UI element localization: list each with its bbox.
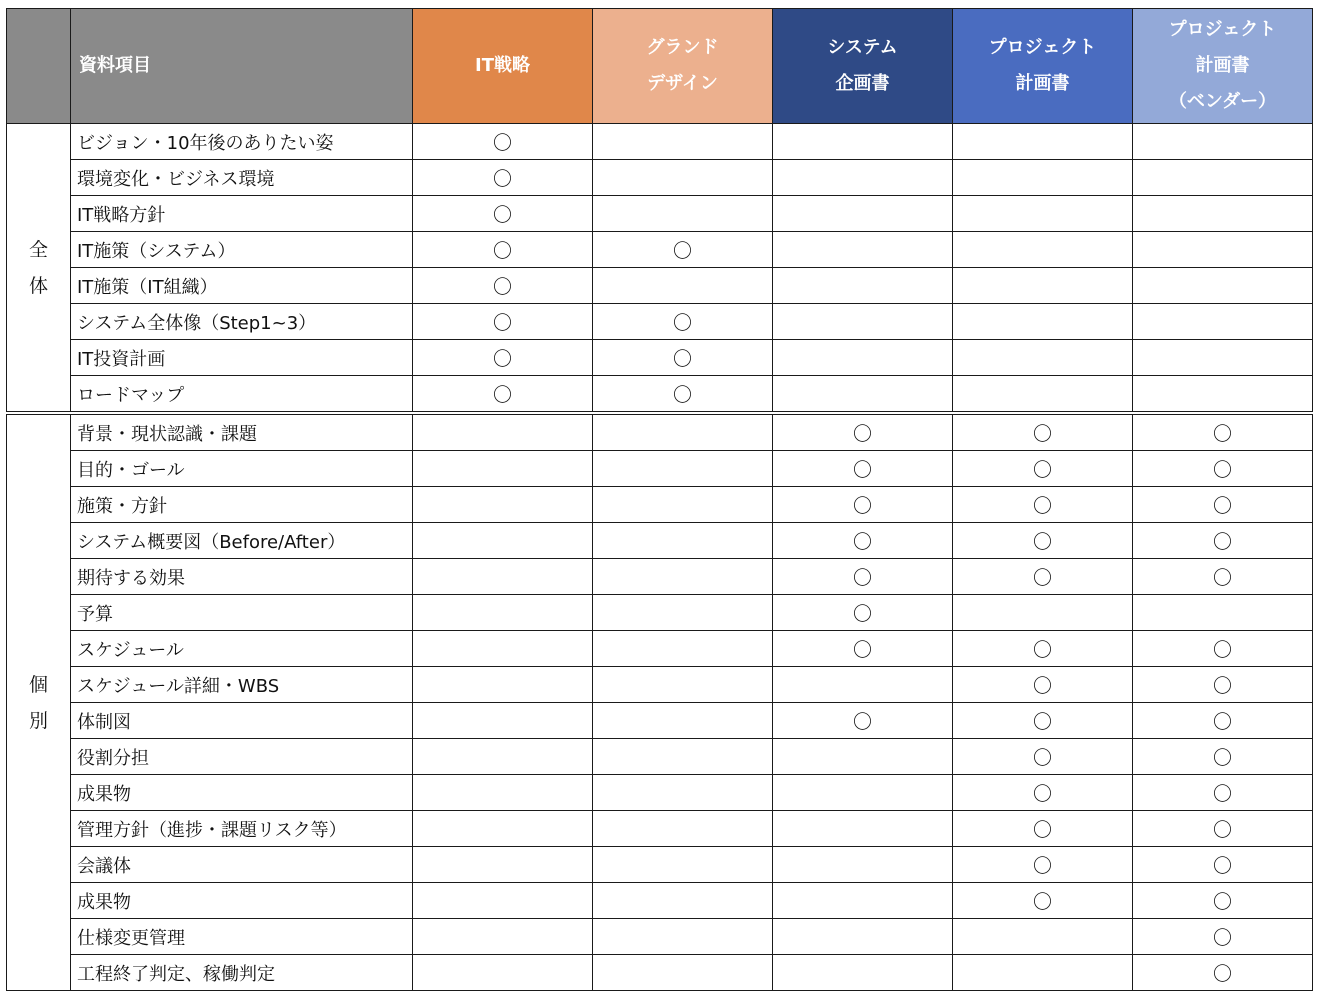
empty-cell: [953, 304, 1133, 340]
empty-cell: [773, 739, 953, 775]
circle-mark-cell: [593, 376, 773, 414]
table-row: [7, 883, 1313, 919]
circle-mark-icon: 〇: [492, 168, 512, 190]
empty-cell: [1133, 196, 1313, 232]
header-column-line: システム: [827, 37, 898, 58]
table-row: [7, 340, 1313, 376]
circle-mark-cell: [953, 631, 1133, 667]
table-body: [7, 124, 1313, 991]
empty-cell: [773, 919, 953, 955]
circle-mark-cell: [1133, 919, 1313, 955]
row-item-label: 仕様変更管理: [71, 919, 413, 955]
circle-mark-icon: 〇: [852, 423, 872, 445]
empty-cell: [1133, 124, 1313, 160]
row-item-label: 役割分担: [71, 739, 413, 775]
document-table-wrapper: [6, 8, 1313, 991]
circle-mark-cell: [773, 703, 953, 739]
empty-cell: [773, 811, 953, 847]
row-item-label: スケジュール詳細・WBS: [71, 667, 413, 703]
circle-mark-icon: 〇: [1212, 567, 1232, 589]
empty-cell: [953, 595, 1133, 631]
empty-cell: [593, 667, 773, 703]
circle-mark-icon: 〇: [852, 639, 872, 661]
empty-cell: [413, 883, 593, 919]
table-row: [7, 667, 1313, 703]
row-item-label: システム全体像（Step1~3）: [71, 304, 413, 340]
row-item-label: IT投資計画: [71, 340, 413, 376]
empty-cell: [593, 413, 773, 451]
circle-mark-cell: [1133, 955, 1313, 991]
empty-cell: [953, 232, 1133, 268]
table-row: [7, 775, 1313, 811]
circle-mark-icon: 〇: [1032, 459, 1052, 481]
empty-cell: [593, 811, 773, 847]
table-row: [7, 232, 1313, 268]
empty-cell: [773, 376, 953, 414]
circle-mark-cell: [1133, 667, 1313, 703]
circle-mark-icon: 〇: [1032, 711, 1052, 733]
group-label: [7, 124, 71, 414]
empty-cell: [1133, 376, 1313, 414]
header-column-line: 計画書: [1195, 55, 1250, 76]
circle-mark-icon: 〇: [1032, 747, 1052, 769]
group-label: [7, 413, 71, 991]
empty-cell: [593, 160, 773, 196]
circle-mark-cell: [953, 523, 1133, 559]
empty-cell: [593, 847, 773, 883]
table-row: [7, 739, 1313, 775]
row-item-label: 会議体: [71, 847, 413, 883]
circle-mark-icon: 〇: [1032, 567, 1052, 589]
empty-cell: [953, 160, 1133, 196]
empty-cell: [593, 523, 773, 559]
table-row: [7, 559, 1313, 595]
circle-mark-cell: [1133, 739, 1313, 775]
circle-mark-icon: 〇: [672, 240, 692, 262]
empty-cell: [413, 487, 593, 523]
table-row: [7, 413, 1313, 451]
empty-cell: [953, 196, 1133, 232]
empty-cell: [593, 124, 773, 160]
row-item-label: 環境変化・ビジネス環境: [71, 160, 413, 196]
circle-mark-cell: [413, 340, 593, 376]
table-row: [7, 376, 1313, 414]
header-item-column: 資料項目: [71, 9, 413, 124]
empty-cell: [413, 413, 593, 451]
row-item-label: 成果物: [71, 883, 413, 919]
header-column-line: （ベンダー）: [1168, 91, 1277, 112]
empty-cell: [953, 340, 1133, 376]
empty-cell: [413, 703, 593, 739]
row-item-label: 期待する効果: [71, 559, 413, 595]
circle-mark-icon: 〇: [492, 276, 512, 298]
circle-mark-icon: 〇: [852, 567, 872, 589]
empty-cell: [413, 919, 593, 955]
header-column-1: [413, 9, 593, 124]
empty-cell: [413, 523, 593, 559]
empty-cell: [593, 451, 773, 487]
empty-cell: [953, 376, 1133, 414]
group-label-char: 全: [28, 238, 48, 261]
circle-mark-cell: [1133, 703, 1313, 739]
header-column-4: [953, 9, 1133, 124]
header-column-line: グランド: [646, 37, 719, 58]
empty-cell: [773, 847, 953, 883]
circle-mark-cell: [1133, 451, 1313, 487]
circle-mark-icon: 〇: [1212, 747, 1232, 769]
circle-mark-cell: [953, 451, 1133, 487]
circle-mark-icon: 〇: [1212, 963, 1232, 985]
empty-cell: [1133, 160, 1313, 196]
circle-mark-cell: [1133, 631, 1313, 667]
empty-cell: [593, 883, 773, 919]
circle-mark-cell: [953, 559, 1133, 595]
circle-mark-cell: [413, 196, 593, 232]
circle-mark-cell: [1133, 487, 1313, 523]
empty-cell: [593, 775, 773, 811]
circle-mark-icon: 〇: [852, 603, 872, 625]
empty-cell: [413, 955, 593, 991]
empty-cell: [593, 196, 773, 232]
empty-cell: [773, 196, 953, 232]
circle-mark-cell: [593, 340, 773, 376]
circle-mark-icon: 〇: [1032, 855, 1052, 877]
header-column-2: [593, 9, 773, 124]
row-item-label: 成果物: [71, 775, 413, 811]
circle-mark-cell: [953, 883, 1133, 919]
table-row: [7, 451, 1313, 487]
circle-mark-icon: 〇: [1212, 531, 1232, 553]
table-row: [7, 304, 1313, 340]
circle-mark-icon: 〇: [1032, 423, 1052, 445]
circle-mark-cell: [773, 451, 953, 487]
group-label-char: 体: [28, 274, 48, 297]
group-label-char: 別: [28, 709, 48, 732]
header-column-line: デザイン: [647, 73, 718, 94]
circle-mark-cell: [413, 376, 593, 414]
circle-mark-icon: 〇: [1032, 891, 1052, 913]
header-column-line: プロジェクト: [988, 37, 1097, 58]
circle-mark-icon: 〇: [852, 531, 872, 553]
empty-cell: [1133, 232, 1313, 268]
circle-mark-icon: 〇: [1212, 423, 1232, 445]
circle-mark-cell: [413, 160, 593, 196]
circle-mark-icon: 〇: [492, 348, 512, 370]
circle-mark-icon: 〇: [1212, 819, 1232, 841]
circle-mark-cell: [413, 304, 593, 340]
circle-mark-icon: 〇: [1212, 675, 1232, 697]
circle-mark-icon: 〇: [492, 132, 512, 154]
header-column-5: [1133, 9, 1313, 124]
empty-cell: [773, 955, 953, 991]
circle-mark-icon: 〇: [1212, 783, 1232, 805]
header-column-line: 企画書: [835, 73, 890, 94]
empty-cell: [773, 667, 953, 703]
empty-cell: [413, 739, 593, 775]
row-item-label: 施策・方針: [71, 487, 413, 523]
circle-mark-cell: [953, 703, 1133, 739]
circle-mark-cell: [953, 413, 1133, 451]
circle-mark-cell: [953, 775, 1133, 811]
circle-mark-icon: 〇: [852, 459, 872, 481]
header-column-line: 計画書: [1015, 73, 1070, 94]
empty-cell: [413, 559, 593, 595]
empty-cell: [773, 883, 953, 919]
empty-cell: [1133, 304, 1313, 340]
circle-mark-icon: 〇: [1212, 927, 1232, 949]
empty-cell: [413, 451, 593, 487]
table-row: [7, 268, 1313, 304]
table-row: [7, 595, 1313, 631]
empty-cell: [773, 232, 953, 268]
row-item-label: スケジュール: [71, 631, 413, 667]
empty-cell: [413, 775, 593, 811]
circle-mark-cell: [773, 595, 953, 631]
circle-mark-cell: [773, 523, 953, 559]
circle-mark-cell: [953, 487, 1133, 523]
circle-mark-cell: [1133, 559, 1313, 595]
empty-cell: [593, 703, 773, 739]
row-item-label: 工程終了判定、稼働判定: [71, 955, 413, 991]
circle-mark-cell: [773, 487, 953, 523]
circle-mark-cell: [1133, 775, 1313, 811]
circle-mark-icon: 〇: [1032, 639, 1052, 661]
empty-cell: [773, 340, 953, 376]
empty-cell: [593, 631, 773, 667]
row-item-label: 体制図: [71, 703, 413, 739]
empty-cell: [593, 595, 773, 631]
empty-cell: [593, 739, 773, 775]
circle-mark-icon: 〇: [1212, 639, 1232, 661]
empty-cell: [413, 811, 593, 847]
row-item-label: 背景・現状認識・課題: [71, 413, 413, 451]
empty-cell: [773, 775, 953, 811]
table-row: [7, 811, 1313, 847]
circle-mark-cell: [413, 124, 593, 160]
table-row: [7, 919, 1313, 955]
circle-mark-icon: 〇: [492, 204, 512, 226]
circle-mark-icon: 〇: [1212, 855, 1232, 877]
circle-mark-icon: 〇: [672, 348, 692, 370]
circle-mark-icon: 〇: [1212, 891, 1232, 913]
circle-mark-cell: [953, 811, 1133, 847]
circle-mark-icon: 〇: [852, 711, 872, 733]
empty-cell: [593, 268, 773, 304]
circle-mark-cell: [773, 413, 953, 451]
row-item-label: 管理方針（進捗・課題リスク等）: [71, 811, 413, 847]
circle-mark-icon: 〇: [672, 384, 692, 406]
circle-mark-cell: [953, 739, 1133, 775]
circle-mark-icon: 〇: [672, 312, 692, 334]
circle-mark-cell: [593, 232, 773, 268]
empty-cell: [1133, 268, 1313, 304]
table-row: [7, 196, 1313, 232]
table-row: [7, 703, 1313, 739]
table-row: [7, 955, 1313, 991]
circle-mark-icon: 〇: [1032, 495, 1052, 517]
table-row: [7, 160, 1313, 196]
empty-cell: [773, 160, 953, 196]
table-header-row: [7, 9, 1313, 124]
circle-mark-cell: [593, 304, 773, 340]
circle-mark-cell: [413, 268, 593, 304]
empty-cell: [413, 667, 593, 703]
circle-mark-icon: 〇: [1032, 783, 1052, 805]
row-item-label: ビジョン・10年後のありたい姿: [71, 124, 413, 160]
circle-mark-cell: [953, 847, 1133, 883]
row-item-label: IT施策（システム）: [71, 232, 413, 268]
table-row: [7, 523, 1313, 559]
table-row: [7, 124, 1313, 160]
circle-mark-cell: [1133, 523, 1313, 559]
circle-mark-cell: [953, 667, 1133, 703]
circle-mark-icon: 〇: [1212, 711, 1232, 733]
circle-mark-cell: [773, 631, 953, 667]
circle-mark-icon: 〇: [1212, 459, 1232, 481]
empty-cell: [593, 559, 773, 595]
circle-mark-cell: [1133, 413, 1313, 451]
empty-cell: [953, 124, 1133, 160]
empty-cell: [773, 268, 953, 304]
circle-mark-icon: 〇: [1032, 531, 1052, 553]
header-corner-cell: [7, 9, 71, 124]
row-item-label: 予算: [71, 595, 413, 631]
empty-cell: [773, 124, 953, 160]
empty-cell: [1133, 340, 1313, 376]
circle-mark-cell: [1133, 811, 1313, 847]
header-column-line: IT戦略: [475, 55, 530, 76]
circle-mark-cell: [1133, 883, 1313, 919]
empty-cell: [593, 487, 773, 523]
circle-mark-icon: 〇: [852, 495, 872, 517]
circle-mark-icon: 〇: [1212, 495, 1232, 517]
empty-cell: [953, 268, 1133, 304]
empty-cell: [1133, 595, 1313, 631]
circle-mark-icon: 〇: [492, 384, 512, 406]
empty-cell: [953, 919, 1133, 955]
row-item-label: IT戦略方針: [71, 196, 413, 232]
row-item-label: システム概要図（Before/After）: [71, 523, 413, 559]
table-row: [7, 631, 1313, 667]
empty-cell: [413, 595, 593, 631]
table-row: [7, 847, 1313, 883]
empty-cell: [413, 847, 593, 883]
row-item-label: IT施策（IT組織）: [71, 268, 413, 304]
header-column-line: プロジェクト: [1168, 19, 1277, 40]
empty-cell: [773, 304, 953, 340]
empty-cell: [593, 955, 773, 991]
empty-cell: [413, 631, 593, 667]
circle-mark-icon: 〇: [492, 312, 512, 334]
circle-mark-cell: [773, 559, 953, 595]
circle-mark-icon: 〇: [1032, 819, 1052, 841]
row-item-label: 目的・ゴール: [71, 451, 413, 487]
circle-mark-cell: [413, 232, 593, 268]
document-matrix-table: [6, 8, 1313, 991]
row-item-label: ロードマップ: [71, 376, 413, 414]
circle-mark-icon: 〇: [492, 240, 512, 262]
empty-cell: [953, 955, 1133, 991]
group-label-char: 個: [28, 673, 48, 696]
circle-mark-cell: [1133, 847, 1313, 883]
circle-mark-icon: 〇: [1032, 675, 1052, 697]
empty-cell: [593, 919, 773, 955]
table-row: [7, 487, 1313, 523]
header-column-3: [773, 9, 953, 124]
